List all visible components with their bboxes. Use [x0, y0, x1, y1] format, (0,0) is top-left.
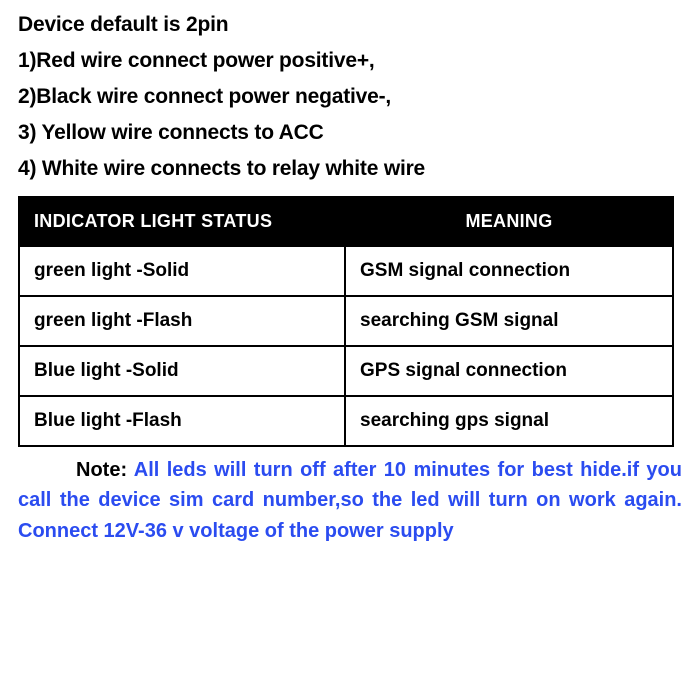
- cell-meaning-1: searching GSM signal: [345, 296, 673, 346]
- note-label: Note:: [76, 459, 128, 481]
- cell-status-3: Blue light -Flash: [19, 396, 345, 446]
- table-header-row: [19, 197, 673, 246]
- note-section: [18, 455, 682, 546]
- cell-status-2: Blue light -Solid: [19, 346, 345, 396]
- note-body: All leds will turn off after 10 minutes for best hide.if you call the device sim card number,so the led will turn on work again. Connect 12V-36 v voltage of the power supply: [18, 459, 682, 542]
- table-row: [19, 296, 673, 346]
- intro-line-0: Device default is 2pin: [18, 13, 229, 36]
- table-row: [19, 396, 673, 446]
- intro-line-3: 3) Yellow wire connects to ACC: [18, 121, 324, 144]
- table-row: [19, 346, 673, 396]
- intro-section: [14, 10, 686, 187]
- table-row: [19, 246, 673, 296]
- cell-status-1: green light -Flash: [19, 296, 345, 346]
- indicator-light-status-table: [18, 196, 674, 447]
- table-head: [19, 197, 673, 246]
- cell-meaning-2: GPS signal connection: [345, 346, 673, 396]
- table-header-meaning: MEANING: [345, 197, 673, 246]
- intro-line-4: 4) White wire connects to relay white wire: [18, 157, 426, 180]
- intro-line-2: 2)Black wire connect power negative-,: [18, 85, 392, 108]
- table-body: [19, 246, 673, 446]
- cell-meaning-0: GSM signal connection: [345, 246, 673, 296]
- table-header-indicator-light-status: INDICATOR LIGHT STATUS: [19, 197, 345, 246]
- cell-meaning-3: searching gps signal: [345, 396, 673, 446]
- cell-status-0: green light -Solid: [19, 246, 345, 296]
- intro-line-1: 1)Red wire connect power positive+,: [18, 49, 375, 72]
